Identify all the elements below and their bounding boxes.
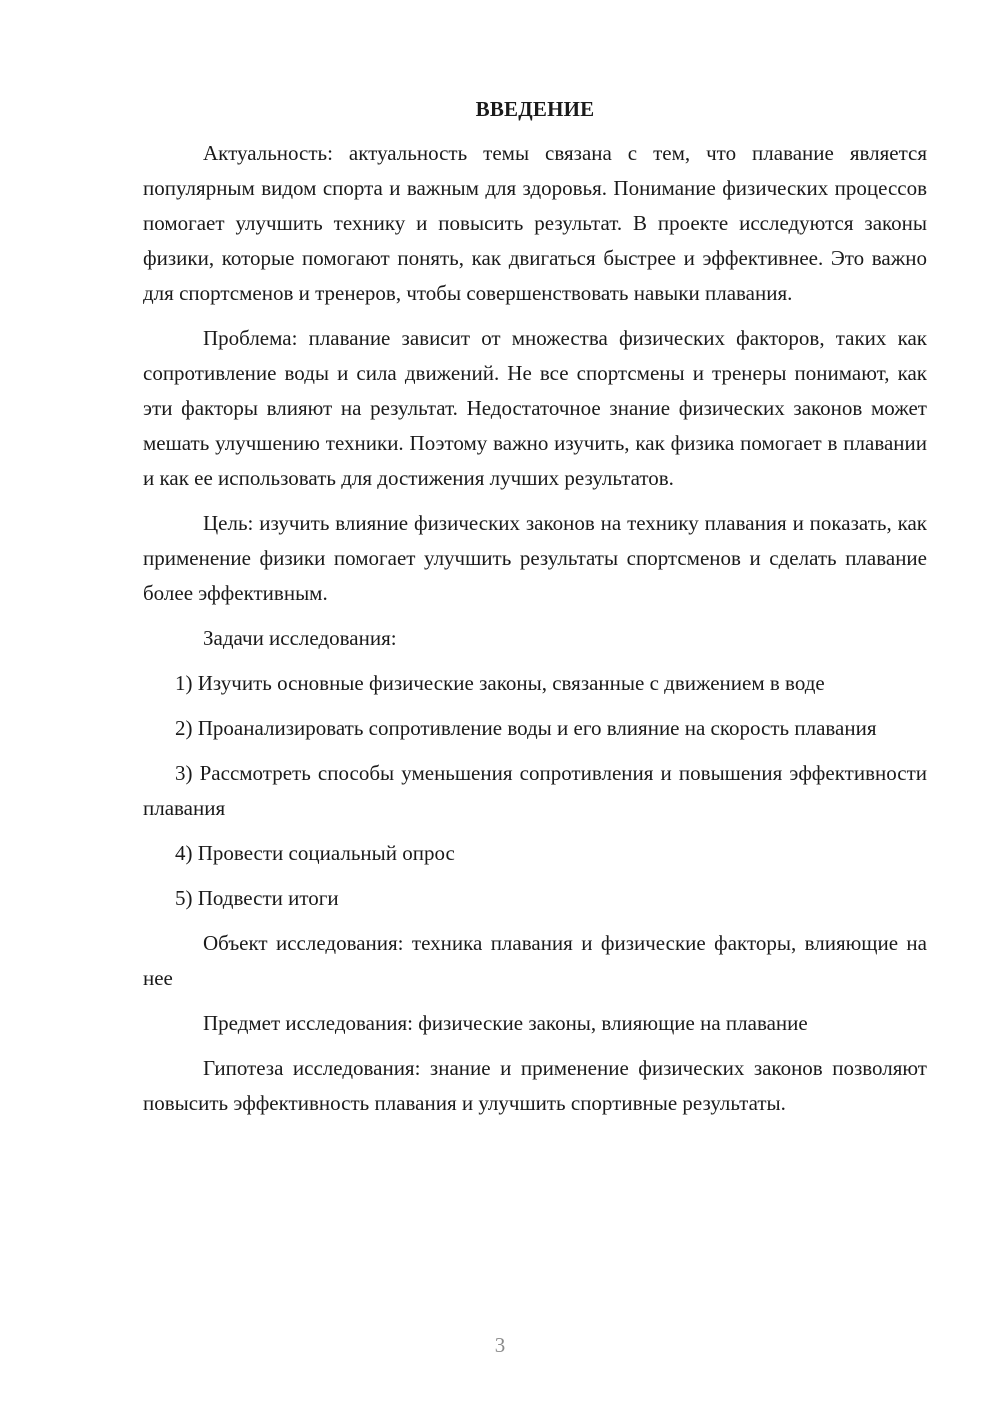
paragraph-subject: Предмет исследования: физические законы, влияющие на плавание — [203, 1011, 808, 1035]
paragraph-hypothesis: Гипотеза исследования: знание и применение физических законов позволяют повысить эффективность плавания и улучшить спортивные результаты. — [143, 1056, 927, 1115]
paragraph-goal: Цель: изучить влияние физических законов на технику плавания и показать, как применение физики помогает улучшить результаты спортсменов и сделать плавание более эффективным. — [143, 511, 927, 605]
page-content — [143, 92, 927, 1131]
task-item-2: 2) Проанализировать сопротивление воды и его влияние на скорость плавания — [175, 716, 877, 740]
page-number: 3 — [494, 1333, 506, 1357]
paragraph-object: Объект исследования: техника плавания и физические факторы, влияющие на нее — [143, 931, 927, 990]
section-heading: ВВЕДЕНИЕ — [475, 97, 595, 121]
task-item-4: 4) Провести социальный опрос — [175, 841, 455, 865]
paragraph-tasks-heading: Задачи исследования: — [203, 626, 397, 650]
task-item-5: 5) Подвести итоги — [175, 886, 339, 910]
paragraph-problem: Проблема: плавание зависит от множества физических факторов, таких как сопротивление воды и сила движений. Не все спортсмены и тренеры понимают, как эти факторы влияют на результат. Недостаточное знание физических законов может мешать улучшению техники. Поэтому важно изучить, как физика помогает в плавании и как ее использовать для достижения лучших результатов. — [143, 326, 927, 490]
task-item-1: 1) Изучить основные физические законы, связанные с движением в воде — [175, 671, 825, 695]
task-item-3: 3) Рассмотреть способы уменьшения сопротивления и повышения эффективности плавания — [143, 761, 927, 820]
paragraph-relevance: Актуальность: актуальность темы связана с тем, что плавание является популярным видом спорта и важным для здоровья. Понимание физических процессов помогает улучшить технику и повысить результат. В проекте исследуются законы физики, которые помогают понять, как двигаться быстрее и эффективнее. Это важно для спортсменов и тренеров, чтобы совершенствовать навыки плавания. — [143, 141, 927, 305]
